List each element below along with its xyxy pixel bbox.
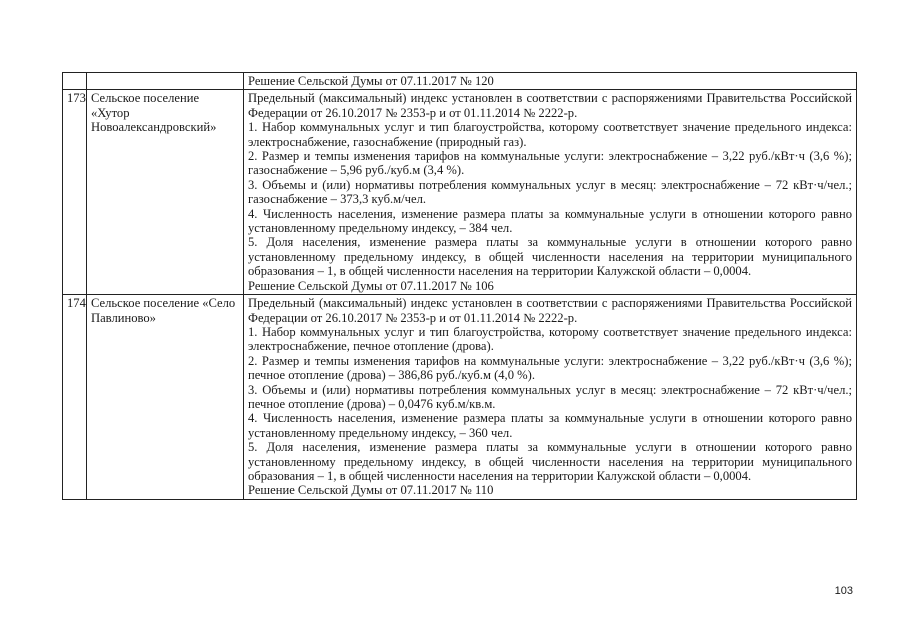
document-table [62,72,857,500]
cell-details [244,90,857,295]
item-1: 1. Набор коммунальных услуг и тип благоустройства, которому соответствует значение предельного индекса: электроснабжение, печное отопление (дрова). [248,324,852,354]
decision-reference: Решение Сельской Думы от 07.11.2017 № 120 [248,74,494,88]
item-1: 1. Набор коммунальных услуг и тип благоустройства, которому соответствует значение предельного индекса: электроснабжение, газоснабжение (природный газ). [248,120,852,149]
item-3: 3. Объемы и (или) нормативы потребления коммунальных услуг в месяц: электроснабжение – 72 кВт·ч/чел.; газоснабжение – 373,3 куб.м/чел. [248,177,852,207]
cell-details [244,295,857,500]
item-4: 4. Численность населения, изменение размера платы за коммунальные услуги в отношении которого равно установленному предельному индексу, – 360 чел. [248,411,852,440]
item-3: 3. Объемы и (или) нормативы потребления коммунальных услуг в месяц: электроснабжение – 72 кВт·ч/чел.; печное отопление (дрова) – 0,0476 куб.м/кв.м. [248,382,852,411]
decision-reference: Решение Сельской Думы от 07.11.2017 № 106 [248,278,494,293]
table-row [63,295,857,500]
index-intro: Предельный (максимальный) индекс установлен в соответствии с распоряжениями Правительства Российской Федерации от 26.10.2017 № 2353-р и от 01.11.2014 № 2222-р. [248,91,852,120]
index-intro: Предельный (максимальный) индекс установлен в соответствии с распоряжениями Правительства Российской Федерации от 26.10.2017 № 2353-р и от 01.11.2014 № 2222-р. [248,296,852,325]
table-row-continuation [63,73,857,90]
cell-settlement [87,73,244,90]
item-5: 5. Доля населения, изменение размера платы за коммунальные услуги в отношении которого равно установленному предельному индексу, в общей численности населения на территории муниципального образования – 1, в общей численности населения на территории Калужской области – 0,0004. [248,440,852,483]
settlement-name: Сельское поселение «Село Павлиново» [87,295,244,500]
item-2: 2. Размер и темпы изменения тарифов на коммунальные услуги: электроснабжение – 3,22 руб./кВт·ч (3,6 %); газоснабжение – 5,96 руб./куб.м (3,4 %). [248,149,852,178]
decision-reference: Решение Сельской Думы от 07.11.2017 № 110 [248,483,494,498]
item-4: 4. Численность населения, изменение размера платы за коммунальные услуги в отношении которого равно установленному предельному индексу, – 384 чел. [248,206,852,236]
cell-details [244,73,857,90]
table-row [63,90,857,295]
item-5: 5. Доля населения, изменение размера платы за коммунальные услуги в отношении которого равно установленному предельному индексу, в общей численности населения на территории муниципального образования – 1, в общей численности населения на территории Калужской области – 0,0004. [248,235,852,279]
cell-number [63,73,87,90]
row-number: 174 [63,295,87,500]
item-2: 2. Размер и темпы изменения тарифов на коммунальные услуги: электроснабжение – 3,22 руб./кВт·ч (3,6 %); печное отопление (дрова) – 386,86 руб./куб.м (4,0 %). [248,353,852,383]
row-number: 173 [63,90,87,295]
page-number: 103 [834,585,853,597]
settlement-name: Сельское поселение «Хутор Новоалександровский» [87,90,244,295]
